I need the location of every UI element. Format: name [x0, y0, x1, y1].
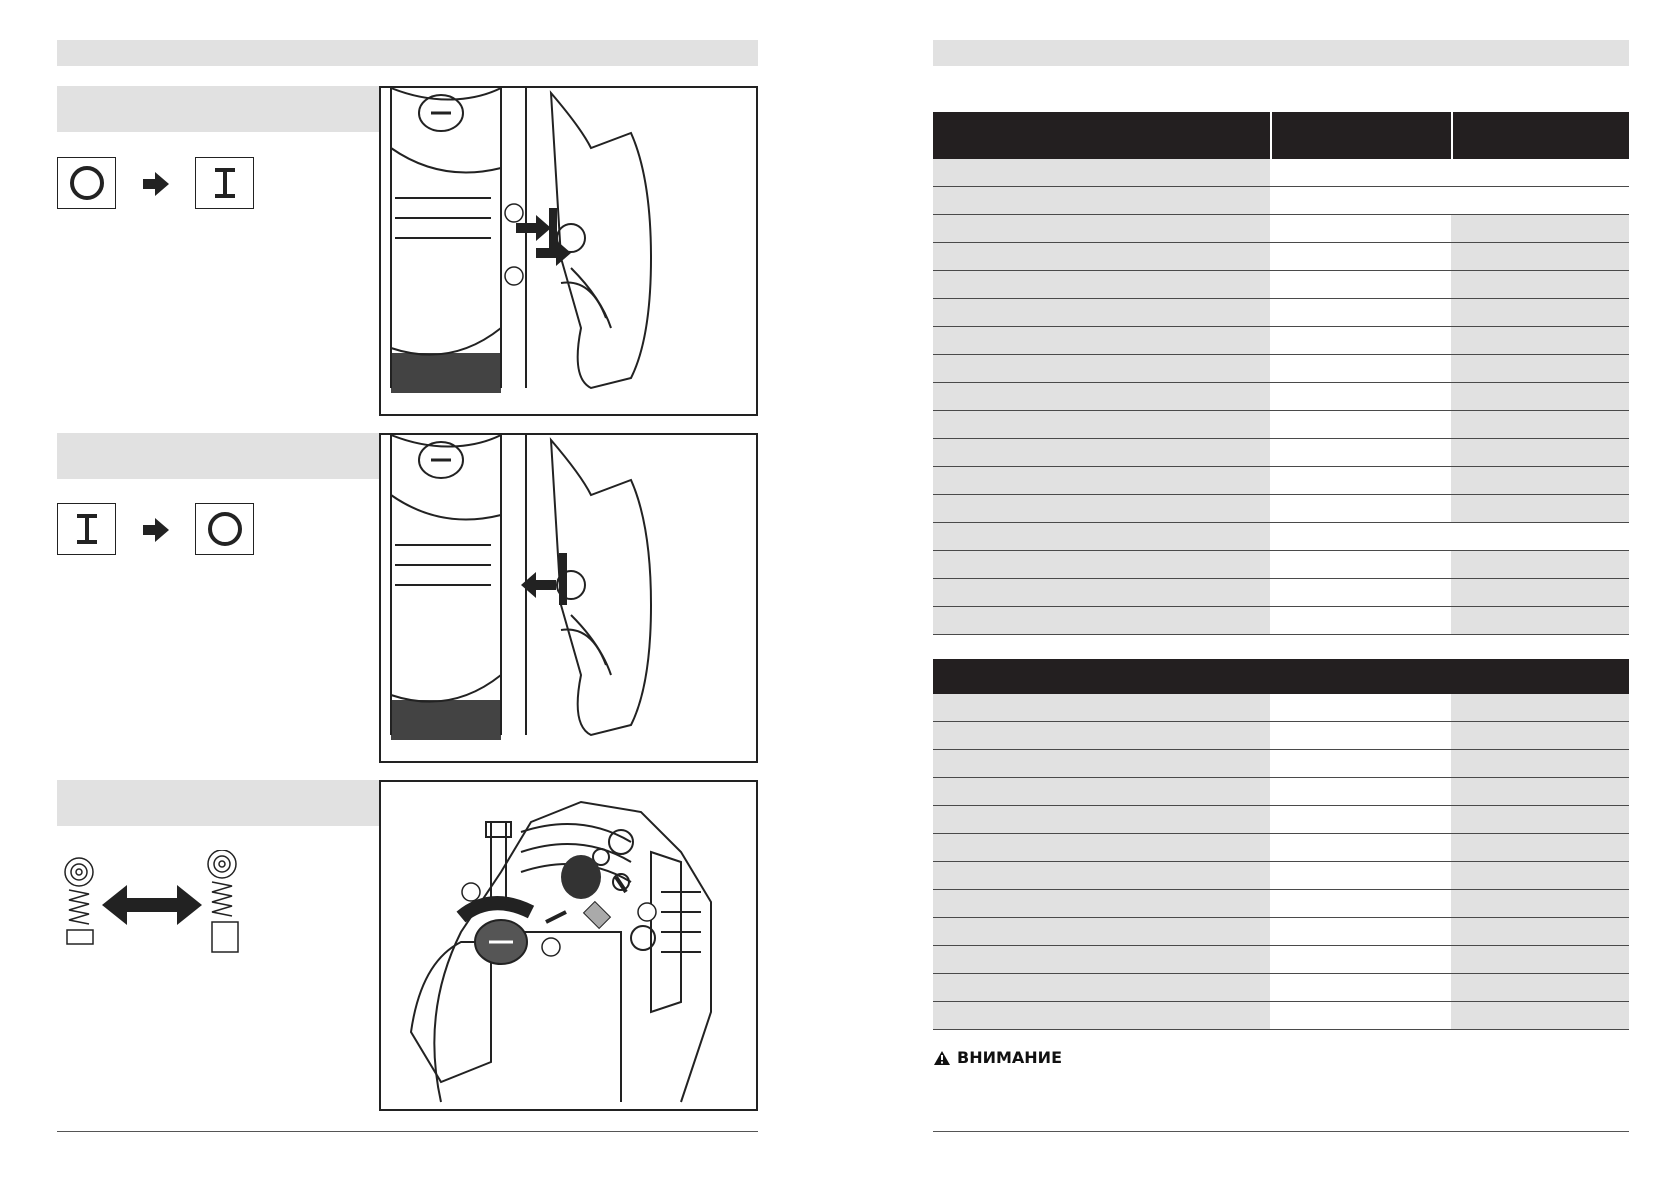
symbol-on-box: [195, 157, 254, 209]
spec-header-col-2: [1272, 112, 1451, 159]
table-row: [933, 890, 1629, 918]
symbol-off-box: [57, 157, 116, 209]
table-row: [933, 694, 1629, 722]
right-page-top-bar: [933, 40, 1629, 66]
table-row: [933, 722, 1629, 750]
brush-section-header: [57, 780, 379, 826]
right-arrow-icon: [141, 516, 171, 544]
table-row: [933, 862, 1629, 890]
spec-table-header: [933, 112, 1629, 159]
warning-text: ВНИМАНИЕ: [957, 1048, 1062, 1067]
router-brush-replacement-figure: [379, 780, 758, 1111]
table-row: [933, 974, 1629, 1002]
on-symbol-icon: [67, 509, 107, 549]
table-row: [933, 918, 1629, 946]
router-switch-off-figure: [379, 433, 758, 763]
table-row: [933, 778, 1629, 806]
carbon-brush-swap-icon: [57, 850, 247, 960]
spec-table-2-header: [933, 659, 1629, 694]
table-row: [933, 243, 1629, 271]
table-row: [933, 327, 1629, 355]
table-row: [933, 355, 1629, 383]
spec-table: [933, 112, 1629, 635]
right-page-bottom-rule: [933, 1131, 1629, 1132]
symbol-on-box-2: [57, 503, 116, 555]
router-switch-on-figure: [379, 86, 758, 416]
table-row: [933, 551, 1629, 579]
switch-off-section-header: [57, 433, 379, 479]
table-row: [933, 607, 1629, 635]
table-row: [933, 1002, 1629, 1030]
table-row: [933, 806, 1629, 834]
table-row: [933, 439, 1629, 467]
table-row: [933, 834, 1629, 862]
on-symbol-icon: [205, 163, 245, 203]
table-row: [933, 383, 1629, 411]
table-row: [933, 750, 1629, 778]
table-row: [933, 159, 1629, 187]
warning-label: [933, 1048, 1062, 1067]
table-row: [933, 271, 1629, 299]
left-page-top-bar: [57, 40, 758, 66]
table-row: [933, 579, 1629, 607]
warning-triangle-icon: [933, 1050, 951, 1066]
table-row: [933, 299, 1629, 327]
table-row: [933, 523, 1629, 551]
table-row: [933, 495, 1629, 523]
table-row: [933, 187, 1629, 215]
switch-on-section-header: [57, 86, 379, 132]
right-arrow-icon: [141, 170, 171, 198]
symbol-off-box-2: [195, 503, 254, 555]
spec-table-2: [933, 659, 1629, 1030]
table-row: [933, 467, 1629, 495]
off-symbol-icon: [205, 509, 245, 549]
table-row: [933, 411, 1629, 439]
spec-header-col-3: [1453, 112, 1629, 159]
table-row: [933, 946, 1629, 974]
left-page-bottom-rule: [57, 1131, 758, 1132]
table-row: [933, 215, 1629, 243]
spec-header-col-1: [933, 112, 1270, 159]
off-symbol-icon: [67, 163, 107, 203]
